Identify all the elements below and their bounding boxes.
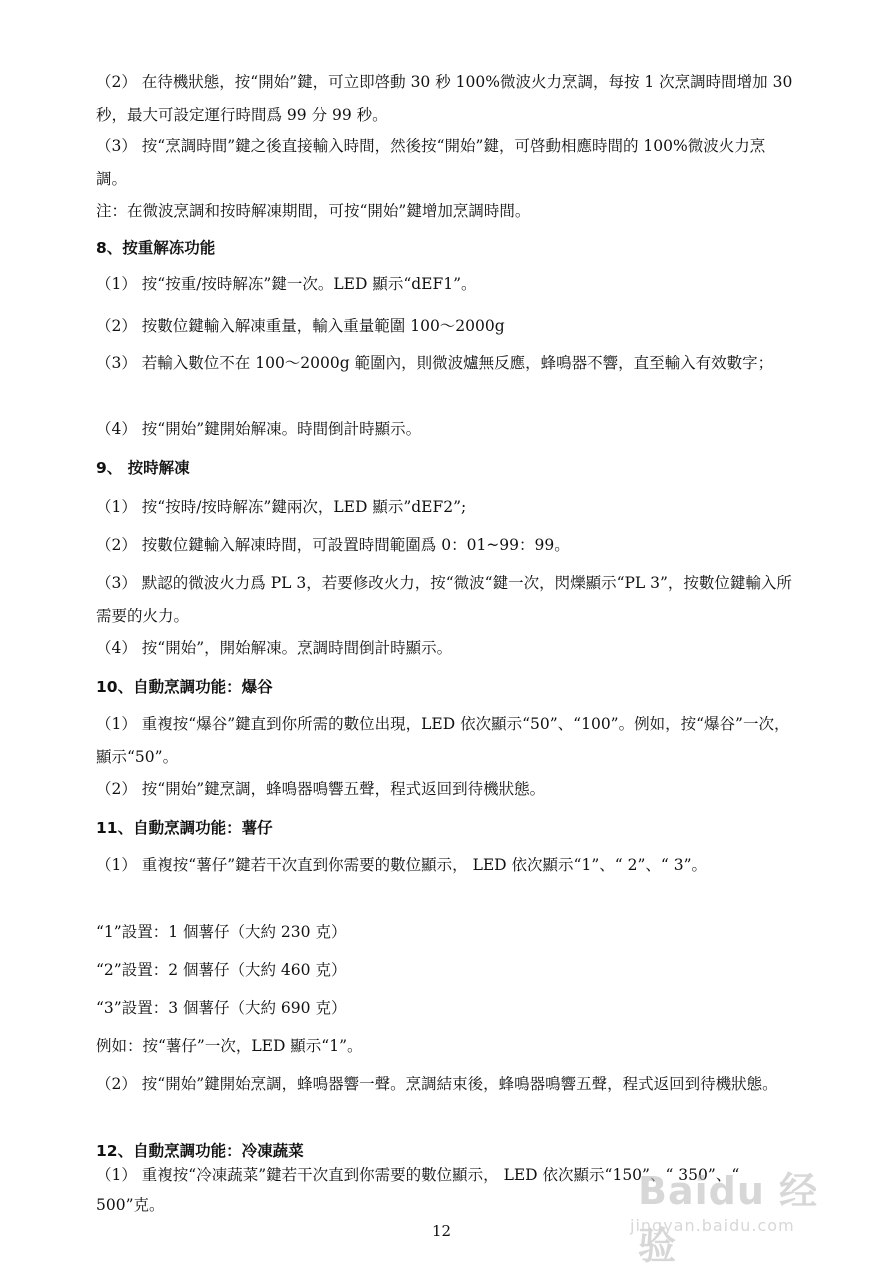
note-paragraph: 注：在微波烹調和按時解凍期間，可按“開始”鍵增加烹調時間。 xyxy=(96,202,531,220)
list-item: （1） 重複按“薯仔”鍵若干次直到你需要的數位顯示， LED 依次顯示“1”、“ 2”、“ 3”。 xyxy=(96,856,708,874)
section-heading-8: 8、按重解冻功能 xyxy=(96,239,216,257)
setting-line: “1”設置：1 個薯仔（大約 230 克） xyxy=(96,923,347,941)
watermark-url: jingyan.baidu.com xyxy=(630,1216,795,1235)
list-item: （2） 按數位鍵輸入解凍時間，可設置時間範圍爲 0：01~99：99。 xyxy=(96,536,570,554)
list-item: （1） 重複按“爆谷”鍵直到你所需的數位出現，LED 依次顯示“50”、“100”。例如，按“爆谷”一次，顯示“50”。 xyxy=(96,715,790,766)
setting-line: “3”設置：3 個薯仔（大約 690 克） xyxy=(96,999,347,1017)
section-heading-9: 9、 按時解凍 xyxy=(96,459,190,477)
list-item: （1） 重複按“冷凍蔬菜”鍵若干次直到你需要的數位顯示， LED 依次顯示“150”、“ 350”、“ 500”克。 xyxy=(96,1166,740,1214)
list-item: （2） 按數位鍵輸入解凍重量，輸入重量範圍 100～2000g xyxy=(96,317,505,335)
watermark-brand: Baidu 经验 xyxy=(638,1169,819,1268)
setting-line: “2”設置：2 個薯仔（大約 460 克） xyxy=(96,961,347,979)
list-item: （1） 按“按重/按時解冻”鍵一次。LED 顯示“dEF1”。 xyxy=(96,275,477,293)
paragraph-start-key: （2） 在待機狀態，按“開始”鍵，可立即啓動 30 秒 100%微波火力烹調，每按 1 次烹調時間增加 30 秒，最大可設定運行時間爲 99 分 99 秒。 xyxy=(96,73,793,124)
section-heading-12: 12、自動烹調功能：冷凍蔬菜 xyxy=(96,1142,304,1160)
paragraph-cook-time-key: （3） 按“烹調時間”鍵之後直接輸入時間，然後按“開始”鍵，可啓動相應時間的 100%微波火力烹調。 xyxy=(96,137,766,188)
list-item: （1） 按“按時/按時解冻”鍵兩次，LED 顯示”dEF2”; xyxy=(96,498,467,516)
baidu-watermark xyxy=(620,1158,850,1268)
list-item: （3） 若輸入數位不在 100～2000g 範圍內，則微波爐無反應，蜂鳴器不響，直至輸入有效數字； xyxy=(96,354,774,372)
example-line: 例如：按“薯仔”一次，LED 顯示“1”。 xyxy=(96,1037,363,1055)
list-item: （2） 按“開始”鍵開始烹調，蜂鳴器響一聲。烹調結束後，蜂鳴器鳴響五聲，程式返回到待機狀態。 xyxy=(96,1075,778,1093)
list-item: （2） 按“開始”鍵烹調，蜂鳴器鳴響五聲，程式返回到待機狀態。 xyxy=(96,780,546,798)
list-item: （3） 默認的微波火力爲 PL 3，若要修改火力，按“微波“鍵一次，閃爍顯示“PL 3”，按數位鍵輸入所需要的火力。 xyxy=(96,574,792,625)
list-item: （4） 按“開始”，開始解凍。烹調時間倒計時顯示。 xyxy=(96,639,453,657)
list-item: （4） 按“開始”鍵開始解凍。時間倒計時顯示。 xyxy=(96,420,422,438)
section-heading-11: 11、自動烹調功能：薯仔 xyxy=(96,819,273,837)
page-number: 12 xyxy=(431,1222,452,1240)
section-heading-10: 10、自動烹調功能：爆谷 xyxy=(96,678,273,696)
